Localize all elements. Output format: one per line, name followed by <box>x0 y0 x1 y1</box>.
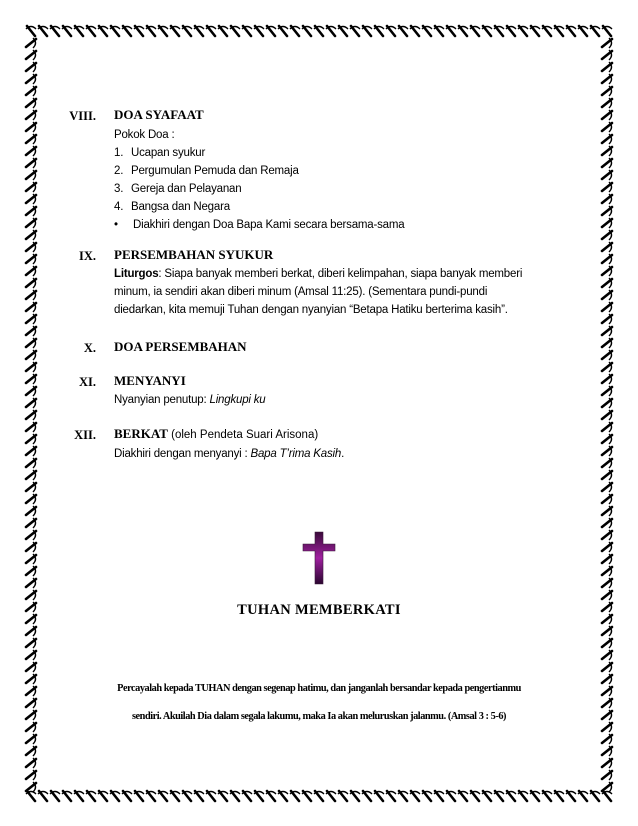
song-prefix: Diakhiri dengan menyanyi : <box>114 448 251 460</box>
liturgy-line: diedarkan, kita memuji Tuhan dengan nyanyian “Betapa Hatiku berterima kasih”. <box>114 304 508 316</box>
speaker-label: Liturgos <box>114 268 159 280</box>
bullet-text: Diakhiri dengan Doa Bapa Kami secara bersama-sama <box>133 219 405 231</box>
liturgy-text: : Siapa banyak memberi berkat, diberi kelimpahan, siapa banyak memberi <box>158 268 523 280</box>
liturgy-line: minum, ia sendiri akan diberi minum (Amsal 11:25). (Sementara pundi-pundi <box>114 286 488 298</box>
song-title: Bapa T’rima Kasih <box>250 448 342 460</box>
section-numeral: X. <box>83 341 96 355</box>
song-title: Lingkupi ku <box>209 394 266 406</box>
song-suffix: . <box>341 448 345 460</box>
bullet-icon: • <box>114 219 118 231</box>
section-title: PERSEMBAHAN SYUKUR <box>114 247 274 262</box>
list-number: 1. <box>114 147 124 159</box>
section-numeral: XII. <box>74 428 96 442</box>
list-item <box>114 162 584 180</box>
list-text: Ucapan syukur <box>131 147 206 159</box>
song-line <box>114 391 584 409</box>
section-title <box>114 425 584 444</box>
section-title: DOA SYAFAAT <box>114 107 204 122</box>
section-numeral: VIII. <box>69 109 96 123</box>
list-item <box>114 180 584 198</box>
section-title: DOA PERSEMBAHAN <box>114 339 247 354</box>
blessing-heading: TUHAN MEMBERKATI <box>237 602 401 618</box>
liturgy-line <box>114 265 584 283</box>
section-title: MENYANYI <box>114 373 186 388</box>
cross-icon <box>300 530 338 586</box>
section-title-suffix: (oleh Pendeta Suari Arisona) <box>167 429 319 441</box>
section-numeral: IX. <box>78 249 96 263</box>
list-text: Pergumulan Pemuda dan Remaja <box>131 165 299 177</box>
section-title-text: BERKAT <box>114 426 168 441</box>
bullet-item <box>114 216 584 234</box>
section-numeral: XI. <box>78 375 96 389</box>
list-item <box>114 198 584 216</box>
list-number: 3. <box>114 183 124 195</box>
prayer-intro: Pokok Doa : <box>114 129 175 141</box>
list-number: 2. <box>114 165 124 177</box>
list-text: Gereja dan Pelayanan <box>131 183 242 195</box>
list-number: 4. <box>114 201 124 213</box>
verse-line: Percayalah kepada TUHAN dengan segenap hatimu, dan janganlah bersandar kepada pengertianmu <box>117 683 521 694</box>
verse-line: sendiri. Akuilah Dia dalam segala lakumu, maka Ia akan meluruskan jalanmu. (Amsal 3 : 5-6) <box>131 711 506 722</box>
list-text: Bangsa dan Negara <box>131 201 230 213</box>
list-item <box>114 144 584 162</box>
song-prefix: Nyanyian penutup: <box>114 394 210 406</box>
song-line <box>114 445 584 463</box>
